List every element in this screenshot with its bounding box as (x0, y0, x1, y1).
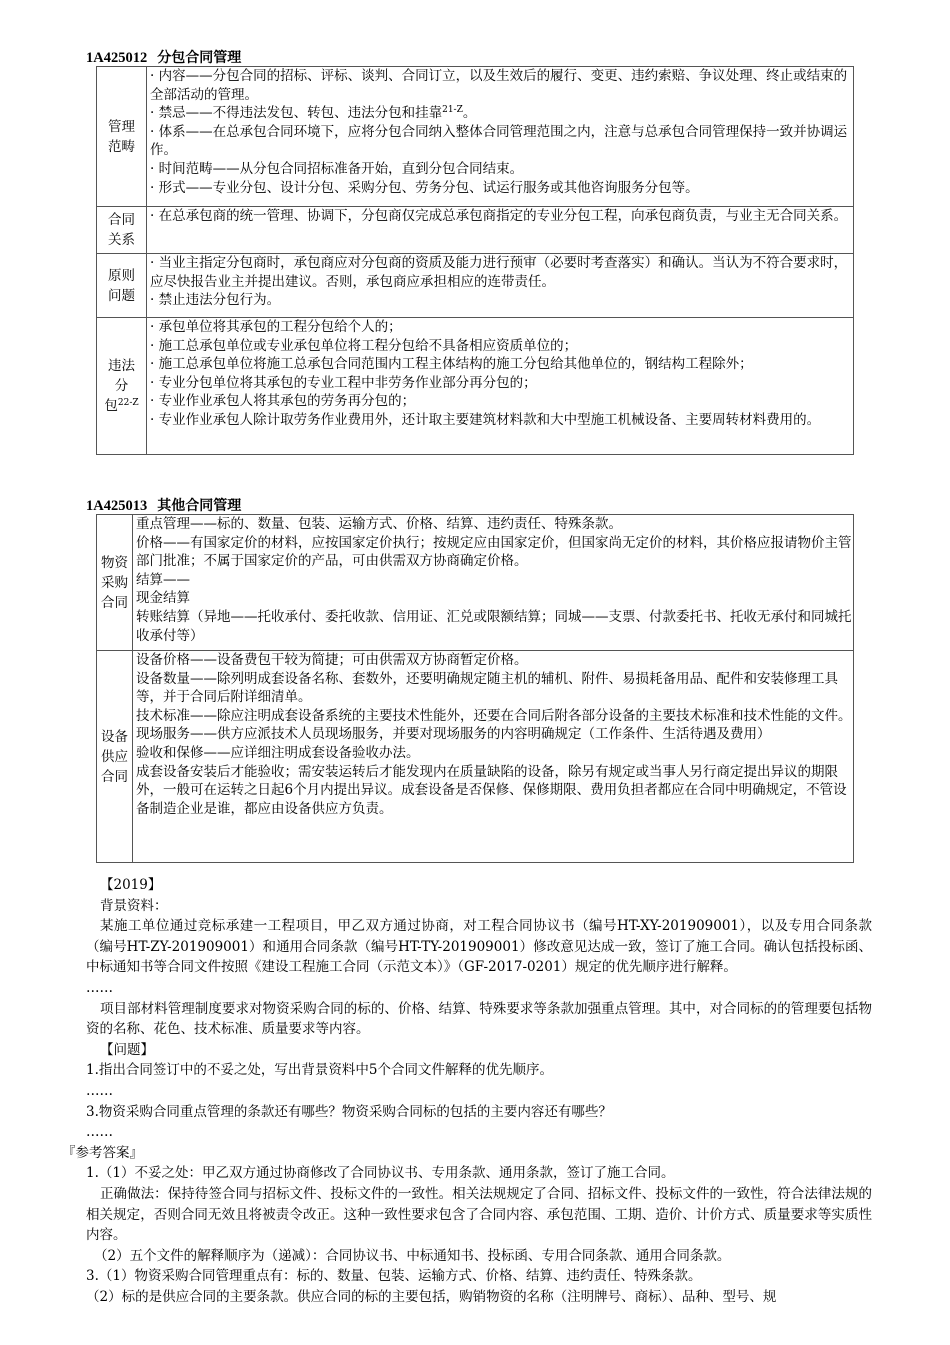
row-content (147, 318, 854, 455)
ellipsis: …… (86, 1082, 113, 1099)
row-header (97, 515, 133, 651)
question-item: 1.指出合同签订中的不妥之处，写出背景资料中5个合同文件解释的优先顺序。 (86, 1062, 553, 1079)
list-item: · 施工总承包单位将施工总承包合同范围内工程主体结构的施工分包给其他单位的，钢结构工程除外； (150, 356, 753, 373)
header-line: 管理 (108, 118, 135, 135)
section1-title-text: 分包合同管理 (157, 50, 242, 66)
header-line: 原则 (108, 267, 135, 284)
answer-item: 3.（1）物资采购合同管理重点有：标的、数量、包装、运输方式、价格、结算、违约责任、特殊条款。 (86, 1268, 702, 1285)
header-line: 分 (114, 378, 129, 394)
header-line (99, 396, 144, 416)
row-content (133, 515, 854, 651)
row-header (97, 318, 147, 455)
list-item: · 专业作业承包人将其承包的劳务再分包的； (150, 393, 416, 410)
row-content (147, 254, 854, 318)
background-paragraph: 项目部材料管理制度要求对物资采购合同的标的、价格、结算、特殊要求等条款加强重点管理。其中，对合同标的的管理要包括物资的名称、花色、技术标准、质量要求等内容。 (86, 1000, 872, 1038)
list-item: · 时间范畴——从分包合同招标准备开始，直到分包合同结束。 (150, 160, 524, 177)
header-line: 违法 (108, 358, 135, 374)
case-study (62, 875, 872, 1307)
list-item: · 体系——在总承包合同环境下，应将分包合同纳入整体合同管理范围之内，注意与总承包合同管理保持一致并协调运作。 (150, 123, 848, 159)
list-item: · 内容——分包合同的招标、评标、谈判、合同订立，以及生效后的履行、变更、违约索赔、争议处理、终止或结束的全部活动的管理。 (150, 68, 848, 103)
header-line: 采购 (101, 574, 128, 591)
section1-title (86, 47, 241, 67)
list-item: · 在总承包商的统一管理、协调下，分包商仅完成总承包商指定的专业分包工程，向承包商负责，与业主无合同关系。 (150, 208, 848, 224)
header-line: 供应 (101, 748, 128, 765)
list-item: 结算—— (136, 571, 190, 588)
row-content (147, 67, 854, 207)
list-item: 转账结算（异地——托收承付、委托收款、信用证、汇兑或限额结算；同城——支票、付款委托书、托收无承付和同城托收承付等） (136, 608, 852, 644)
ellipsis: …… (86, 979, 113, 996)
header-line: 范畴 (108, 138, 135, 155)
table-row (97, 67, 854, 207)
list-item: · 当业主指定分包商时，承包商应对分包商的资质及能力进行预审（必要时考查落实）和确认。当认为不符合要求时，应尽快报告业主并提出建议。否则，承包商应承担相应的连带责任。 (150, 255, 848, 290)
answer-item: （2）五个文件的解释顺序为（递减）：合同协议书、中标通知书、投标函、专用合同条款、通用合同条款。 (94, 1247, 731, 1264)
header-line: 合同 (108, 212, 135, 228)
list-item: · 专业分包单位将其承包的专业工程中非劳务作业部分再分包的； (150, 374, 537, 391)
table-row (97, 515, 854, 651)
frequency-mark: 21-Z (442, 105, 463, 116)
list-item: · 施工总承包单位或专业承包单位将工程分包给不具备相应资质单位的； (150, 337, 578, 354)
header-line: 合同 (101, 594, 128, 611)
list-item: 重点管理——标的、数量、包装、运输方式、价格、结算、违约责任、特殊条款。 (136, 516, 622, 532)
list-item: 设备价格——设备费包干较为简捷；可由供需双方协商暂定价格。 (136, 652, 528, 668)
list-item: · 承包单位将其承包的工程分包给个人的； (150, 319, 402, 335)
table-row (97, 207, 854, 254)
table-row (97, 318, 854, 455)
answer-item: 正确做法：保持待签合同与招标文件、投标文件的一致性。相关法规规定了合同、招标文件、投标文件的一致性，符合法律法规的相关规定，否则合同无效且将被责令改正。这种一致性要求包含了合同内容、承包范围、工期、造价、计价方式、质量要求等实质性内容。 (86, 1185, 872, 1244)
header-line: 设备 (101, 728, 128, 745)
list-item: 成套设备安装后才能验收；需安装运转后才能发现内在质量缺陷的设备，除另有规定或当事人另行商定提出异议的期限外，一般可在运转之日起6个月内提出异议。成套设备是否保修、保修期限、费用负担者都应在合同中明确规定，不管设备制造企业是谁，都应由设备供应方负责。 (136, 763, 847, 817)
list-item: 技术标准——除应注明成套设备系统的主要技术性能外，还要在合同后附各部分设备的主要技术标准和技术性能的文件。 (136, 707, 852, 724)
table-row (97, 254, 854, 318)
question-item: 3.物资采购合同重点管理的条款还有哪些？物资采购合同标的包括的主要内容还有哪些？ (86, 1103, 612, 1120)
frequency-mark: 22-Z (117, 398, 139, 408)
row-header (97, 207, 147, 254)
row-header (97, 67, 147, 207)
subcontract-table (96, 66, 854, 455)
row-header (97, 651, 133, 863)
answer-label: 『参考答案』 (62, 1144, 143, 1161)
list-item: · 形式——专业分包、设计分包、采购分包、劳务分包、试运行服务或其他咨询服务分包等。 (150, 179, 699, 196)
answer-item: （2）标的是供应合同的主要条款。供应合同的标的主要包括，购销物资的名称（注明牌号、商标）、品种、型号、规 (86, 1288, 777, 1305)
row-content (147, 207, 854, 254)
list-item: 设备数量——除列明成套设备名称、套数外，还要明确规定随主机的辅机、附件、易损耗备用品、配件和安装修理工具等，并于合同后附详细清单。 (136, 670, 838, 706)
list-item: 现场服务——供方应派技术人员现场服务，并要对现场服务的内容明确规定（工作条件、生活待遇及费用） (136, 726, 771, 743)
header-line: 关系 (108, 232, 135, 248)
header-text: 包 (104, 398, 118, 414)
table-row (97, 651, 854, 863)
row-content (133, 651, 854, 863)
section2-title-text: 其他合同管理 (157, 498, 242, 514)
list-item: · 禁忌——不得违法发包、转包、违法分包和挂靠$^{21-Z}$。 (150, 105, 477, 122)
section2-title (86, 495, 241, 515)
section1-code: 1A425012 (86, 50, 148, 66)
row-header (97, 254, 147, 318)
list-item: 价格——有国家定价的材料，应按国家定价执行；按规定应由国家定价，但国家尚无定价的材料，其价格应报请物价主管部门批准；不属于国家定价的产品，可由供需双方协商确定价格。 (136, 534, 852, 570)
question-label: 【问题】 (100, 1041, 154, 1058)
answer-item: 1.（1）不妥之处：甲乙双方通过协商修改了合同协议书、专用条款、通用条款，签订了施工合同。 (86, 1165, 675, 1182)
section2-code: 1A425013 (86, 498, 148, 514)
header-line: 合同 (101, 768, 128, 785)
list-item: · 专业作业承包人除计取劳务作业费用外，还计取主要建筑材料款和大中型施工机械设备、主要周转材料费用的。 (150, 411, 821, 428)
list-item: · 禁止违法分包行为。 (150, 292, 281, 309)
ellipsis: …… (86, 1124, 113, 1141)
case-year: 【2019】 (100, 877, 162, 893)
header-line: 问题 (108, 287, 135, 304)
other-contract-table (96, 514, 854, 863)
item-text: · 禁忌——不得违法发包、转包、违法分包和挂靠 (150, 105, 443, 122)
background-paragraph: 某施工单位通过竞标承建一工程项目，甲乙双方通过协商，对工程合同协议书（编号HT-XY-201909001），以及专用合同条款（编号HT-ZY-201909001）和通用合同条款（编号HT-TY-201909001）修改意见达成一致，签订了施工合同。确认包括投标函、中标通知书等合同文件按照《建设工程施工合同（示范文本）》（GF-2017-0201）规定的优先顺序进行解释。 (86, 918, 872, 976)
list-item: 现金结算 (136, 590, 190, 607)
list-item: 验收和保修——应详细注明成套设备验收办法。 (136, 744, 420, 761)
header-line: 物资 (101, 554, 128, 571)
background-label: 背景资料： (100, 897, 168, 914)
